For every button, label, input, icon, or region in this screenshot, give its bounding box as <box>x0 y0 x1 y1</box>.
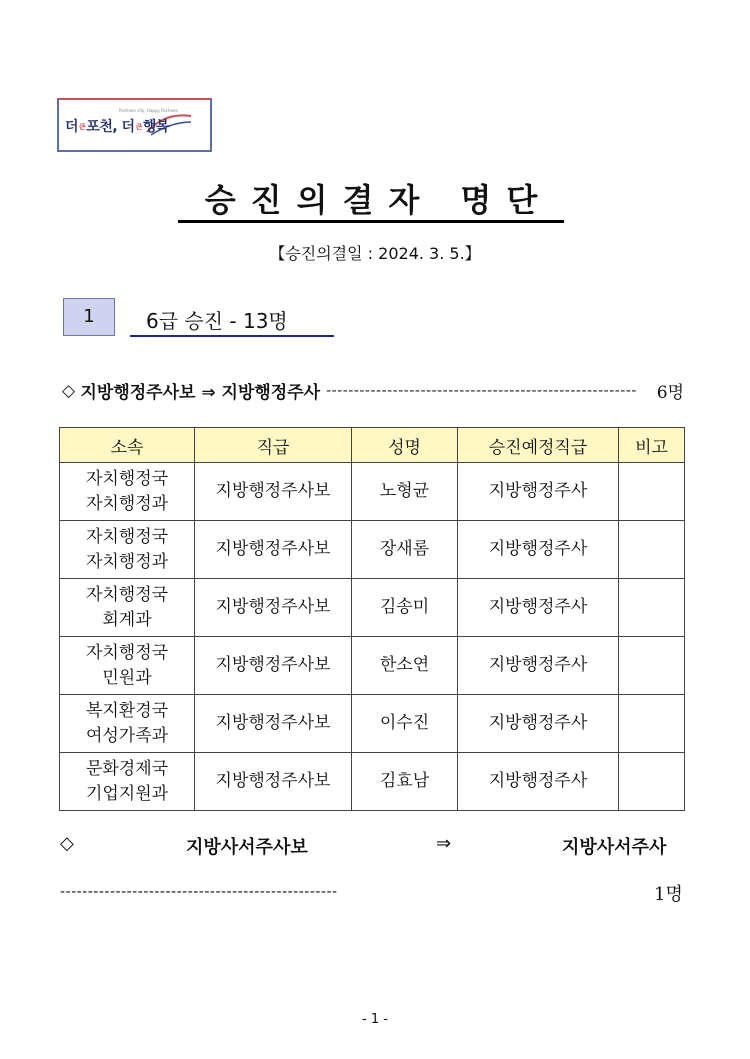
dept-bureau: 자치행정국 <box>85 526 169 547</box>
table-row <box>60 579 685 637</box>
group2-count: 1명 <box>654 884 683 905</box>
logo-word: 더 <box>65 119 79 135</box>
section-number: 1 <box>63 298 115 336</box>
group2-to-rank: 지방사서주사 <box>562 837 667 858</box>
title-underline <box>178 220 564 223</box>
dept-bureau: 자치행정국 <box>85 468 169 489</box>
name-cell: 이수진 <box>352 695 458 753</box>
table-header-row <box>60 428 685 463</box>
dept-bureau: 문화경제국 <box>85 758 169 779</box>
logo-word: 포천, <box>86 119 118 135</box>
group1-heading <box>62 378 684 403</box>
note-cell <box>619 637 685 695</box>
section-title: 6급 승진 - 13명 <box>146 309 288 333</box>
logo-word: 행복 <box>142 119 169 135</box>
group1-dashes: -------------------------------------------------------- <box>326 382 637 399</box>
target-rank-cell: 지방행정주사 <box>458 695 619 753</box>
dept-division: 기업지원과 <box>85 783 169 804</box>
page-number: - 1 - <box>362 1012 388 1027</box>
section-underline <box>130 335 334 337</box>
dept-division: 자치행정과 <box>85 493 169 514</box>
dept-cell <box>60 695 195 753</box>
group2-bullet: ◇ <box>60 833 74 854</box>
logo-small-word: 큰 <box>79 123 86 131</box>
header-dept: 소속 <box>60 428 195 463</box>
dept-division: 민원과 <box>102 667 152 688</box>
rank-cell: 지방행정주사보 <box>195 579 352 637</box>
promotion-table <box>59 427 685 811</box>
table-row <box>60 695 685 753</box>
logo-text <box>65 116 169 136</box>
header-name: 성명 <box>352 428 458 463</box>
target-rank-cell: 지방행정주사 <box>458 637 619 695</box>
name-cell: 김효남 <box>352 753 458 811</box>
group2-dashes: -------------------------------------------------- <box>60 884 338 900</box>
dept-cell <box>60 463 195 521</box>
document-title: 승진의결자 명단 <box>204 181 553 219</box>
city-logo <box>57 98 212 152</box>
table-row <box>60 637 685 695</box>
rank-cell: 지방행정주사보 <box>195 521 352 579</box>
dept-division: 회계과 <box>102 609 152 630</box>
decision-date: 【승진의결일 : 2024. 3. 5.】 <box>269 244 481 263</box>
logo-small-word: 큰 <box>135 123 142 131</box>
dept-cell <box>60 637 195 695</box>
group2-from-rank: 지방사서주사보 <box>186 837 308 858</box>
logo-word: 더 <box>121 119 135 135</box>
rank-cell: 지방행정주사보 <box>195 637 352 695</box>
rank-cell: 지방행정주사보 <box>195 695 352 753</box>
note-cell <box>619 753 685 811</box>
note-cell <box>619 521 685 579</box>
dept-division: 자치행정과 <box>85 551 169 572</box>
name-cell: 장새롬 <box>352 521 458 579</box>
group1-bullet: ◇ <box>62 380 76 401</box>
name-cell: 노형균 <box>352 463 458 521</box>
table-row <box>60 521 685 579</box>
header-rank: 직급 <box>195 428 352 463</box>
dept-division: 여성가족과 <box>85 725 169 746</box>
target-rank-cell: 지방행정주사 <box>458 463 619 521</box>
target-rank-cell: 지방행정주사 <box>458 579 619 637</box>
name-cell: 김송미 <box>352 579 458 637</box>
dept-bureau: 자치행정국 <box>85 642 169 663</box>
header-target-rank: 승진예정직급 <box>458 428 619 463</box>
group2-arrow: ⇒ <box>436 833 452 854</box>
table-row <box>60 753 685 811</box>
dept-cell <box>60 521 195 579</box>
dept-bureau: 복지환경국 <box>85 700 169 721</box>
target-rank-cell: 지방행정주사 <box>458 753 619 811</box>
rank-cell: 지방행정주사보 <box>195 463 352 521</box>
header-note: 비고 <box>619 428 685 463</box>
dept-bureau: 자치행정국 <box>85 584 169 605</box>
rank-cell: 지방행정주사보 <box>195 753 352 811</box>
note-cell <box>619 579 685 637</box>
group1-label: 지방행정주사보 ⇒ 지방행정주사 <box>80 383 321 403</box>
target-rank-cell: 지방행정주사 <box>458 521 619 579</box>
dept-cell <box>60 579 195 637</box>
note-cell <box>619 463 685 521</box>
table-row <box>60 463 685 521</box>
note-cell <box>619 695 685 753</box>
group1-count: 6명 <box>656 383 684 403</box>
logo-tagline: Pocheon city, Happy Pocheon <box>119 108 179 113</box>
name-cell: 한소연 <box>352 637 458 695</box>
dept-cell <box>60 753 195 811</box>
